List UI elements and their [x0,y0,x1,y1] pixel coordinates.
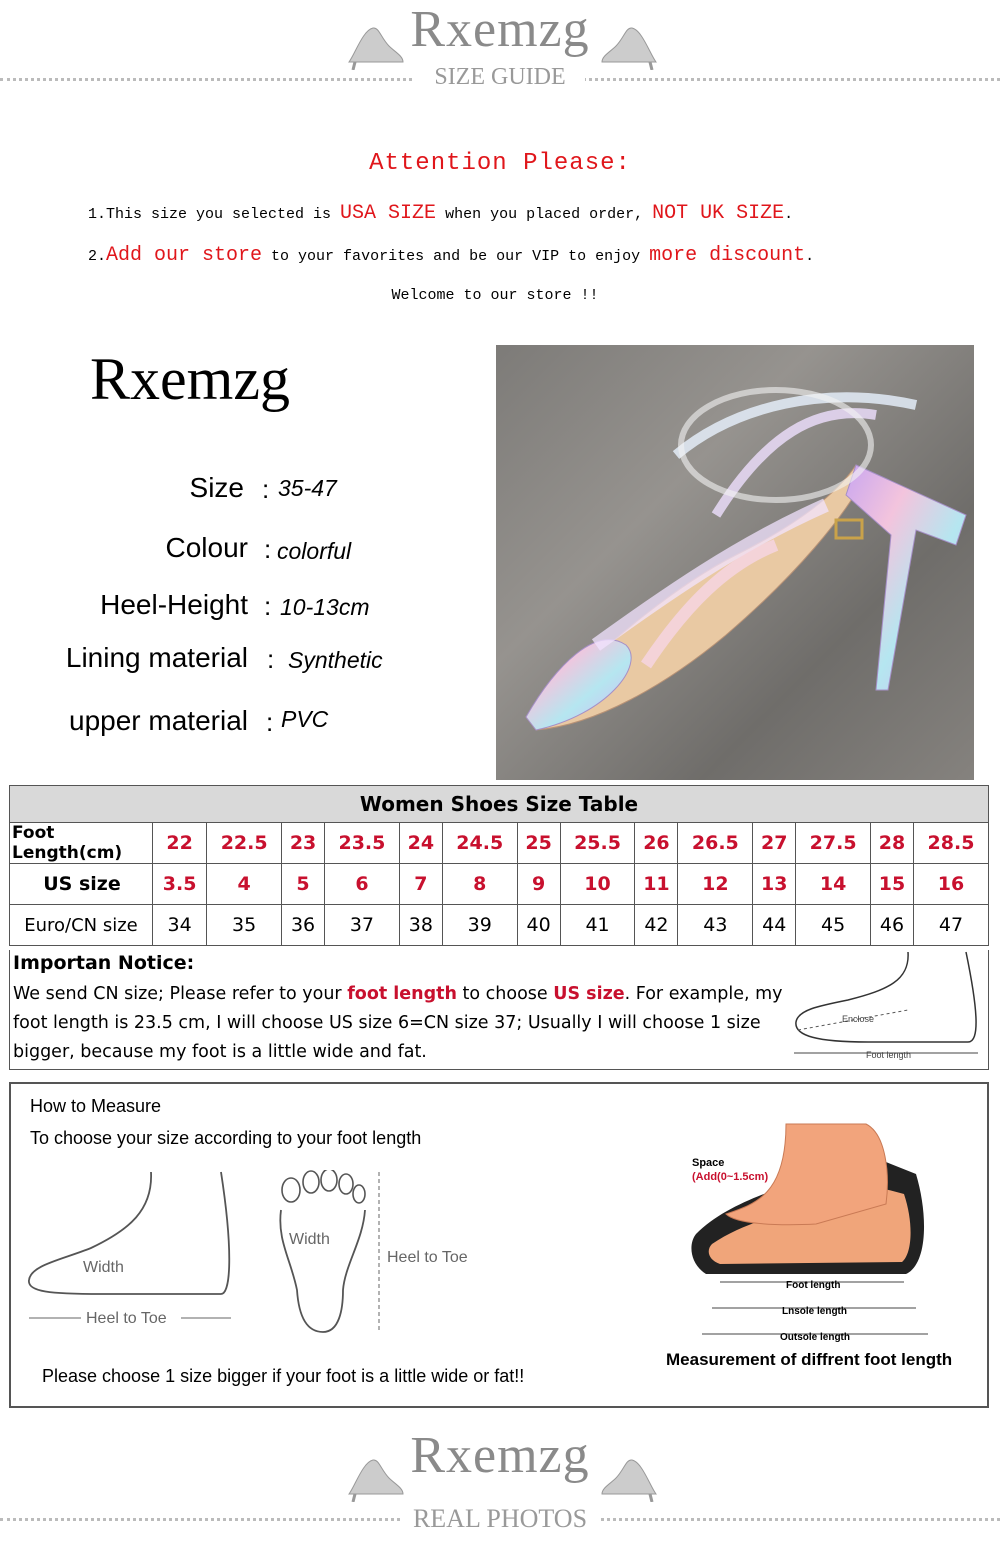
foot-length-label: Foot length [866,1050,912,1060]
side-foot-diagram [21,1170,236,1330]
table-cell: 46 [871,905,914,946]
table-cell: 4 [207,864,282,905]
spec-value-heel-height: 10-13cm [280,594,370,620]
table-cell: 28 [871,823,914,864]
table-cell: 43 [678,905,753,946]
banner-subtitle: REAL PHOTOS [400,1504,600,1534]
table-cell: 25.5 [560,823,635,864]
high-heel-icon [598,20,660,70]
table-cell: 24 [399,823,442,864]
measurement-caption: Measurement of diffrent foot length [666,1350,953,1369]
top-heel-to-toe-label: Heel to Toe [387,1249,468,1266]
spec-label-size: Size [189,472,244,503]
top-banner [0,0,1000,100]
brand-logo-text: Rxemzg [410,1,590,58]
size-table-title: Women Shoes Size Table [10,786,989,823]
attention-title: Attention Please: [369,150,631,177]
table-cell: 26.5 [678,823,753,864]
important-notice [9,950,989,1070]
how-to-measure-title: How to Measure [30,1096,162,1116]
text: 1.This size you selected is [88,206,341,223]
how-to-measure-subtitle: To choose your size according to your foot length [30,1128,422,1148]
how-to-measure-box [9,1082,989,1408]
side-width-label: Width [83,1259,124,1276]
table-cell: 5 [282,864,325,905]
text: to choose [456,984,554,1004]
table-cell: 41 [560,905,635,946]
table-cell: 24.5 [442,823,517,864]
table-cell: 12 [678,864,753,905]
table-cell: 7 [399,864,442,905]
table-cell: 13 [753,864,796,905]
table-cell: 27 [753,823,796,864]
welcome-text: Welcome to our store !! [391,287,599,304]
table-row [10,905,989,946]
table-row [10,864,989,905]
text: We send CN size; Please refer to your [13,984,348,1004]
table-cell: 22.5 [207,823,282,864]
notice-title: Importan Notice: [13,952,195,974]
table-row [10,823,989,864]
table-cell: 6 [325,864,400,905]
spec-colon: : [264,591,272,621]
table-cell: 35 [207,905,282,946]
enclose-label: Enclose [842,1014,875,1024]
holographic-sandal-illustration [496,345,974,780]
table-cell: 8 [442,864,517,905]
spec-value-upper: PVC [281,706,329,732]
table-cell: 36 [282,905,325,946]
table-cell: 15 [871,864,914,905]
brand-logo-text: Rxemzg [410,1427,590,1484]
foot-length-label: Foot length [786,1280,841,1291]
highlight-usa-size: USA SIZE [340,202,437,225]
table-cell: 16 [913,864,988,905]
table-cell: 11 [635,864,678,905]
spec-colon: : [262,474,270,504]
table-cell: 3.5 [153,864,207,905]
space-label: Space [692,1157,725,1169]
side-heel-to-toe-label: Heel to Toe [86,1310,167,1327]
table-cell: 25 [517,823,560,864]
table-cell: 45 [796,905,871,946]
space-value: (Add(0~1.5cm) [692,1171,769,1183]
spec-label-lining: Lining material [65,642,248,673]
text: when you placed order, [436,206,653,223]
table-cell: 39 [442,905,517,946]
row-header: Euro/CN size [10,905,153,946]
table-cell: 22 [153,823,207,864]
table-cell: 38 [399,905,442,946]
row-header: Foot Length(cm) [10,823,153,864]
table-cell: 44 [753,905,796,946]
high-heel-icon [598,1452,660,1502]
table-cell: 14 [796,864,871,905]
table-cell: 37 [325,905,400,946]
product-brand: Rxemzg [90,346,290,412]
top-width-label: Width [289,1231,330,1248]
highlight-add-store: Add our store [106,244,263,267]
bottom-banner [0,1424,1000,1558]
spec-value-colour: colorful [277,538,352,564]
highlight-us-size: US size [553,984,625,1004]
table-cell: 23 [282,823,325,864]
spec-colon: : [266,707,274,737]
table-cell: 23.5 [325,823,400,864]
text: to your favorites and be our VIP to enjoy [262,248,650,265]
spec-label-colour: Colour [165,532,248,563]
spec-value-size: 35-47 [278,475,337,501]
table-cell: 26 [635,823,678,864]
banner-subtitle: SIZE GUIDE [415,64,585,91]
table-cell: 42 [635,905,678,946]
highlight-not-uk-size: NOT UK SIZE [652,202,785,225]
text: . [784,206,794,223]
attention-line-2 [88,244,814,267]
text: . For example, my foot length is 23.5 cm, I will choose US size 6=CN size 37; Usually I will choose 1 size bigger, because my foot is a little wide and fat. [13,984,783,1062]
table-cell: 27.5 [796,823,871,864]
attention-line-1 [88,202,793,225]
size-table [9,785,989,946]
table-cell: 10 [560,864,635,905]
highlight-foot-length: foot length [347,984,457,1004]
table-cell: 28.5 [913,823,988,864]
highlight-more-discount: more discount [649,244,806,267]
row-header: US size [10,864,153,905]
outsole-length-label: Outsole length [780,1332,850,1343]
text: 2. [88,248,107,265]
foot-length-measurement-diagram [666,1114,956,1346]
spec-colon: : [267,644,275,674]
top-foot-diagram [273,1170,493,1340]
notice-text [13,980,793,1067]
table-cell: 40 [517,905,560,946]
product-photo [496,345,974,780]
table-cell: 47 [913,905,988,946]
spec-label-upper: upper material [69,705,248,736]
text: . [805,248,815,265]
spec-label-heel-height: Heel-Height [100,589,248,620]
table-cell: 9 [517,864,560,905]
spec-colon: : [264,534,272,564]
insole-length-label: Lnsole length [782,1306,847,1317]
size-advice: Please choose 1 size bigger if your foot is a little wide or fat!! [42,1366,525,1386]
foot-length-diagram [788,950,988,1068]
spec-value-lining: Synthetic [288,647,383,673]
table-cell: 34 [153,905,207,946]
